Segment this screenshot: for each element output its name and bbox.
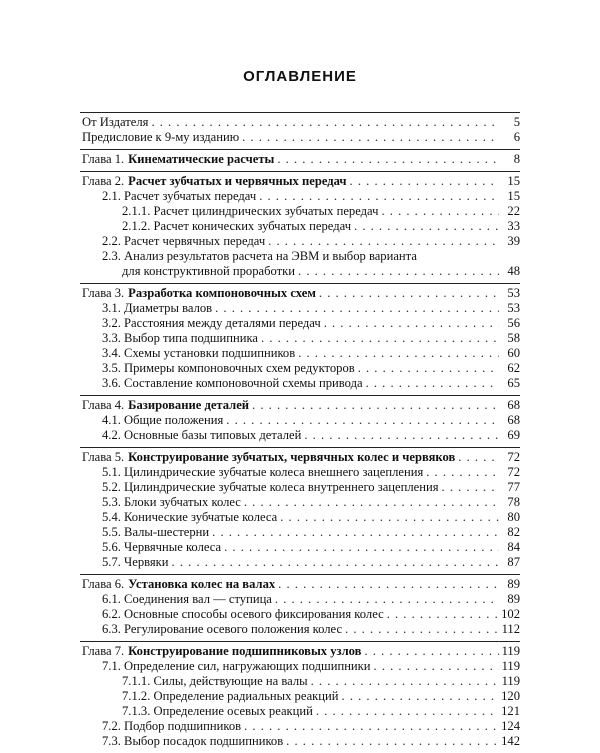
page-number: 60 [507,346,520,360]
toc-entry[interactable] [80,510,520,525]
dot-leader [212,525,499,540]
page-number: 119 [501,674,520,688]
page-number: 89 [507,577,520,591]
toc-chapter-row[interactable] [80,644,520,659]
page-number: 119 [501,644,520,658]
entry-title: Предисловие к 9-му изданию [82,130,240,144]
entry-title: 7.1.1. Силы, действующие на валы [122,674,308,688]
entry-title: 5.1. Цилиндрические зубчатые колеса внешнего зацепления [102,465,424,479]
dot-leader [226,413,499,428]
toc-entry[interactable] [80,704,520,719]
page-number: 124 [501,719,520,733]
toc-entry[interactable] [80,607,520,622]
dot-leader [278,577,499,592]
chapter-title: Установка колес на валах [128,577,276,591]
chapter-number: Глава 3. [82,286,125,300]
page-number: 77 [507,480,520,494]
toc-chapter-row[interactable] [80,286,520,301]
dot-leader [311,674,499,689]
dot-leader [280,510,499,525]
entry-title: 4.1. Общие положения [102,413,224,427]
dot-leader [350,174,499,189]
entry-title: 3.6. Составление компоновочной схемы привода [102,376,363,390]
entry-title: 2.3. Анализ результатов расчета на ЭВМ и выбор варианта [102,249,417,263]
toc-entry[interactable] [80,346,520,361]
dot-leader [172,555,499,570]
page-number: 84 [507,540,520,554]
page-number: 142 [501,734,520,748]
chapter-title: Расчет зубчатых и червячных передач [128,174,347,188]
dot-leader [342,689,499,704]
toc-entry[interactable] [80,719,520,734]
dot-leader [374,659,499,674]
dot-leader [268,234,499,249]
toc-entry[interactable] [80,622,520,637]
chapter-title: Конструирование зубчатых, червячных колес и червяков [128,450,456,464]
page-number: 82 [507,525,520,539]
entry-title: 5.7. Червяки [102,555,169,569]
entry-title: 3.1. Диаметры валов [102,301,213,315]
toc-entry[interactable] [80,331,520,346]
page-title: ОГЛАВЛЕНИЕ [243,68,357,85]
page-number: 22 [507,204,520,218]
toc-entry[interactable] [80,413,520,428]
dot-leader [286,734,498,749]
page-number: 62 [507,361,520,375]
entry-title: 5.2. Цилиндрические зубчатые колеса внутреннего зацепления [102,480,439,494]
entry-title: 3.4. Схемы установки подшипников [102,346,296,360]
toc-chapter-row[interactable] [80,577,520,592]
page-number: 15 [507,174,520,188]
page-number: 39 [507,234,520,248]
toc-section [80,574,520,637]
chapter-title: Разработка компоновочных схем [128,286,316,300]
dot-leader [324,316,499,331]
entry-title: 3.3. Выбор типа подшипника [102,331,259,345]
page-number: 120 [501,689,520,703]
page-number: 72 [507,450,520,464]
page-number: 53 [507,286,520,300]
page-number: 80 [507,510,520,524]
dot-leader [259,189,499,204]
toc-chapter-row[interactable] [80,152,520,167]
dot-leader [316,704,498,719]
toc-chapter-row[interactable] [80,174,520,189]
dot-leader [366,376,499,391]
toc-entry[interactable] [80,465,520,480]
dot-leader [215,301,499,316]
page-number: 72 [507,465,520,479]
dot-leader [358,361,499,376]
chapter-number: Глава 2. [82,174,125,188]
dot-leader [345,622,499,637]
toc-section [80,641,520,749]
toc-entry[interactable] [80,316,520,331]
dot-leader [381,204,499,219]
toc-entry[interactable] [80,592,520,607]
page-number: 112 [501,622,520,636]
toc-section [80,447,520,570]
entry-title: 6.2. Основные способы осевого фиксирования колес [102,607,384,621]
dot-leader [354,219,499,234]
dot-leader [275,592,499,607]
entry-title: От Издателя [82,115,149,129]
toc-entry[interactable] [80,525,520,540]
toc-entry[interactable] [80,659,520,674]
entry-title: 7.1.3. Определение осевых реакций [122,704,313,718]
entry-title: 2.2. Расчет червячных передач [102,234,266,248]
dot-leader [244,495,499,510]
dot-leader [319,286,499,301]
dot-leader [458,450,499,465]
dot-leader [261,331,499,346]
entry-title: 6.3. Регулирование осевого положения колес [102,622,343,636]
toc-entry[interactable] [80,555,520,570]
toc-entry[interactable] [80,130,520,145]
page-number: 87 [507,555,520,569]
toc-entry[interactable] [80,219,520,234]
toc-section [80,395,520,443]
toc-entry[interactable] [80,234,520,249]
dot-leader [442,480,499,495]
page-number: 65 [507,376,520,390]
dot-leader [252,398,499,413]
chapter-number: Глава 6. [82,577,125,591]
page-number: 8 [513,152,520,166]
page-number: 15 [507,189,520,203]
dot-leader [426,465,499,480]
toc-entry[interactable] [80,480,520,495]
page-number: 102 [501,607,520,621]
entry-title: 5.6. Червячные колеса [102,540,222,554]
page-number: 68 [507,398,520,412]
toc-entry[interactable] [80,115,520,130]
toc-entry[interactable] [80,189,520,204]
page-number: 56 [507,316,520,330]
chapter-number: Глава 7. [82,644,125,658]
chapter-title: Кинематические расчеты [128,152,275,166]
entry-title: 2.1. Расчет зубчатых передач [102,189,257,203]
chapter-number: Глава 4. [82,398,125,412]
chapter-number: Глава 1. [82,152,125,166]
table-of-contents [80,112,520,753]
toc-entry[interactable] [80,264,520,279]
chapter-title: Конструирование подшипниковых узлов [128,644,362,658]
page-number: 33 [507,219,520,233]
entry-title: 7.3. Выбор посадок подшипников [102,734,284,748]
toc-section [80,112,520,145]
entry-title: 4.2. Основные базы типовых деталей [102,428,302,442]
page-number: 6 [513,130,520,144]
toc-entry[interactable] [80,689,520,704]
entry-title: 5.3. Блоки зубчатых колес [102,495,241,509]
entry-title: 3.2. Расстояния между деталями передач [102,316,321,330]
entry-title: 3.5. Примеры компоновочных схем редукторов [102,361,355,375]
toc-entry[interactable] [80,301,520,316]
toc-entry[interactable] [80,204,520,219]
page-number: 69 [507,428,520,442]
chapter-title: Базирование деталей [128,398,250,412]
toc-section [80,171,520,279]
dot-leader [151,115,499,130]
page-number: 5 [513,115,520,129]
toc-chapter-row[interactable] [80,398,520,413]
entry-title: 6.1. Соединения вал — ступица [102,592,272,606]
dot-leader [242,130,499,145]
page-number: 89 [507,592,520,606]
entry-title: 5.4. Конические зубчатые колеса [102,510,278,524]
page-number: 58 [507,331,520,345]
entry-title: для конструктивной проработки [122,264,296,278]
entry-title: 7.2. Подбор подшипников [102,719,242,733]
dot-leader [298,346,499,361]
chapter-number: Глава 5. [82,450,125,464]
toc-section [80,149,520,167]
page-number: 68 [507,413,520,427]
entry-title: 7.1.2. Определение радиальных реакций [122,689,339,703]
dot-leader [387,607,498,622]
toc-entry[interactable] [80,376,520,391]
dot-leader [298,264,499,279]
entry-title: 7.1. Определение сил, нагружающих подшипники [102,659,371,673]
entry-title: 2.1.2. Расчет конических зубчатых передач [122,219,352,233]
toc-section [80,283,520,391]
dot-leader [224,540,499,555]
page-number: 121 [501,704,520,718]
toc-entry[interactable] [80,249,520,264]
dot-leader [277,152,499,167]
page-number: 119 [501,659,520,673]
toc-entry[interactable] [80,361,520,376]
toc-entry[interactable] [80,734,520,749]
entry-title: 5.5. Валы-шестерни [102,525,210,539]
entry-title: 2.1.1. Расчет цилиндрических зубчатых передач [122,204,379,218]
toc-entry[interactable] [80,674,520,689]
toc-chapter-row[interactable] [80,450,520,465]
toc-entry[interactable] [80,428,520,443]
page-number: 78 [507,495,520,509]
toc-entry[interactable] [80,540,520,555]
dot-leader [364,644,498,659]
page-number: 48 [507,264,520,278]
dot-leader [304,428,499,443]
toc-entry[interactable] [80,495,520,510]
page-number: 53 [507,301,520,315]
dot-leader [244,719,498,734]
